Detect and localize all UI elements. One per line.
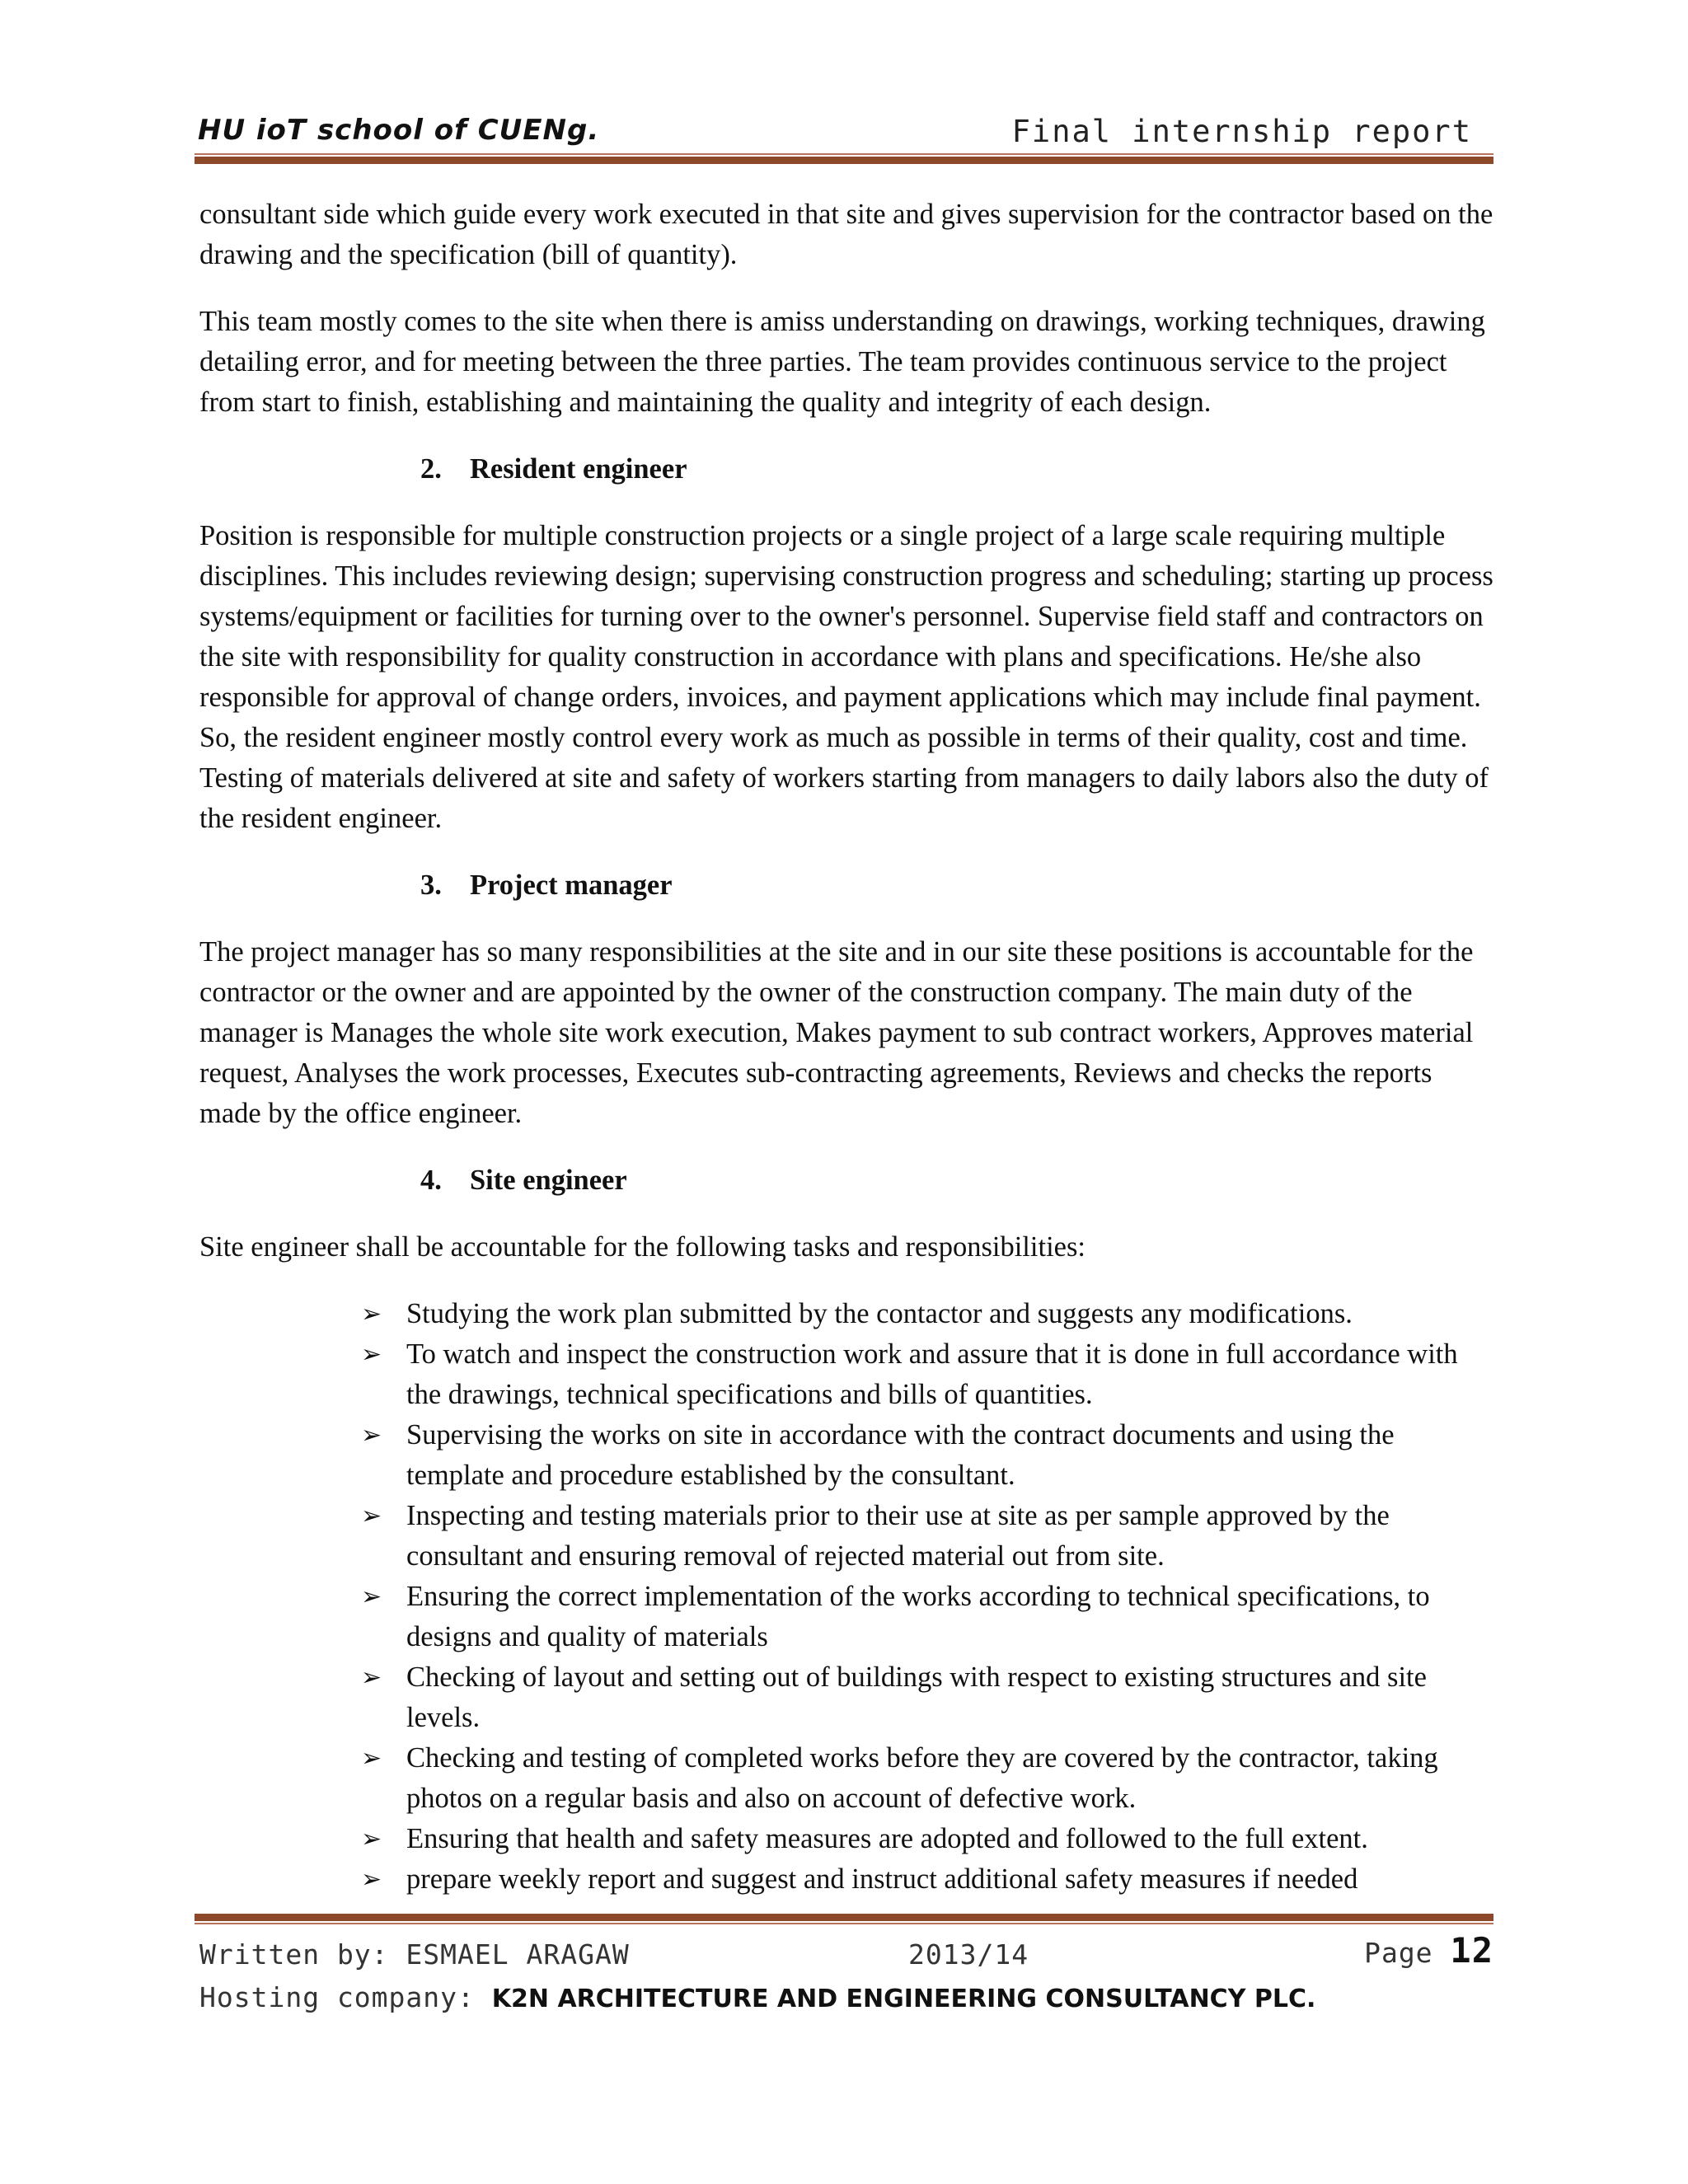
footer-rule [195,1914,1493,1921]
list-item-text: To watch and inspect the construction work and assure that it is done in full accordance with the drawings, technical specifications and bills of quantities. [406,1338,1458,1410]
heading-title: Resident engineer [470,453,687,485]
heading-number: 3. [420,869,442,901]
paragraph: Site engineer shall be accountable for the following tasks and responsibilities: [199,1231,1085,1263]
section-heading-site-engineer [420,1160,1493,1201]
list-item-text: prepare weekly report and suggest and instruct additional safety measures if needed [406,1863,1358,1895]
header-rule-thin [195,153,1493,155]
page-body [199,194,1493,1900]
paragraph: consultant side which guide every work executed in that site and gives supervision for the contractor based on the drawing and the specification (bill of quantity). [199,199,1493,270]
header-rule [195,157,1493,164]
arrow-bullet-icon: ➢ [361,1300,382,1329]
list-item [361,1859,1493,1900]
hosting-label: Hosting company: [199,1981,475,2013]
list-item-text: Studying the work plan submitted by the contactor and suggests any modifications. [406,1298,1353,1329]
list-item-text: Inspecting and testing materials prior to their use at site as per sample approved by the consultant and ensuring removal of rejected material out from site. [406,1500,1390,1572]
footer-page [1364,1930,1493,1971]
heading-number: 2. [420,453,442,485]
header-school-name: HU ioT school of CUENg. [198,114,600,147]
list-item [361,1334,1493,1415]
arrow-bullet-icon: ➢ [361,1825,382,1854]
list-item-text: Supervising the works on site in accordance with the contract documents and using the template and procedure established by the consultant. [406,1419,1395,1491]
list-item-text: Ensuring that health and safety measures are adopted and followed to the full extent. [406,1823,1368,1854]
footer-rule-thin [195,1923,1493,1924]
arrow-bullet-icon: ➢ [361,1340,382,1369]
footer-author: Written by: ESMAEL ARAGAW [199,1938,630,1971]
arrow-bullet-icon: ➢ [361,1502,382,1530]
footer-hosting [199,1981,1315,2013]
paragraph: This team mostly comes to the site when there is amiss understanding on drawings, working techniques, drawing detailing error, and for meeting between the three parties. The team provides continuous service to the project from start to finish, establishing and maintaining the quality and integrity of each design. [199,306,1485,418]
list-item [361,1738,1493,1819]
heading-number: 4. [420,1165,442,1196]
list-item [361,1294,1493,1334]
list-item-text: Ensuring the correct implementation of the works according to technical specifications, to designs and quality of materials [406,1581,1430,1652]
section-heading-project-manager [420,865,1493,906]
hosting-company-name: K2N ARCHITECTURE AND ENGINEERING CONSULTANCY PLC. [491,1985,1316,2013]
heading-title: Site engineer [470,1165,627,1196]
page-number: 12 [1450,1930,1493,1971]
arrow-bullet-icon: ➢ [361,1421,382,1450]
header-report-title: Final internship report [1011,114,1472,149]
paragraph: The project manager has so many responsibilities at the site and in our site these positions is accountable for the contractor or the owner and are appointed by the owner of the construction company. The main duty of the manager is Manages the whole site work execution, Makes payment to sub contract workers, Approves material request, Analyses the work processes, Executes sub-contracting agreements, Reviews and checks the reports made by the office engineer. [199,936,1474,1129]
arrow-bullet-icon: ➢ [361,1865,382,1894]
list-item-text: Checking and testing of completed works before they are covered by the contractor, taking photos on a regular basis and also on account of defective work. [406,1742,1438,1814]
page-label: Page [1364,1937,1451,1969]
arrow-bullet-icon: ➢ [361,1663,382,1692]
list-item [361,1415,1493,1496]
list-item [361,1657,1493,1738]
list-item [361,1496,1493,1577]
arrow-bullet-icon: ➢ [361,1744,382,1773]
arrow-bullet-icon: ➢ [361,1582,382,1611]
responsibility-list [199,1294,1493,1900]
footer-date: 2013/14 [908,1938,1029,1971]
paragraph: Position is responsible for multiple construction projects or a single project of a large scale requiring multiple disciplines. This includes reviewing design; supervising construction progress and scheduling; starting up process systems/equipment or facilities for turning over to the owner's personnel. Supervise field staff and contractors on the site with responsibility for quality construction in accordance with plans and specifications. He/she also responsible for approval of change orders, invoices, and payment applications which may include final payment. So, the resident engineer mostly control every work as much as possible in terms of their quality, cost and time. Testing of materials delivered at site and safety of workers starting from managers to daily labors also the duty of the resident engineer. [199,520,1493,834]
list-item [361,1577,1493,1657]
list-item [361,1819,1493,1859]
heading-title: Project manager [470,869,673,901]
section-heading-resident-engineer [420,449,1493,490]
list-item-text: Checking of layout and setting out of buildings with respect to existing structures and site levels. [406,1661,1427,1733]
